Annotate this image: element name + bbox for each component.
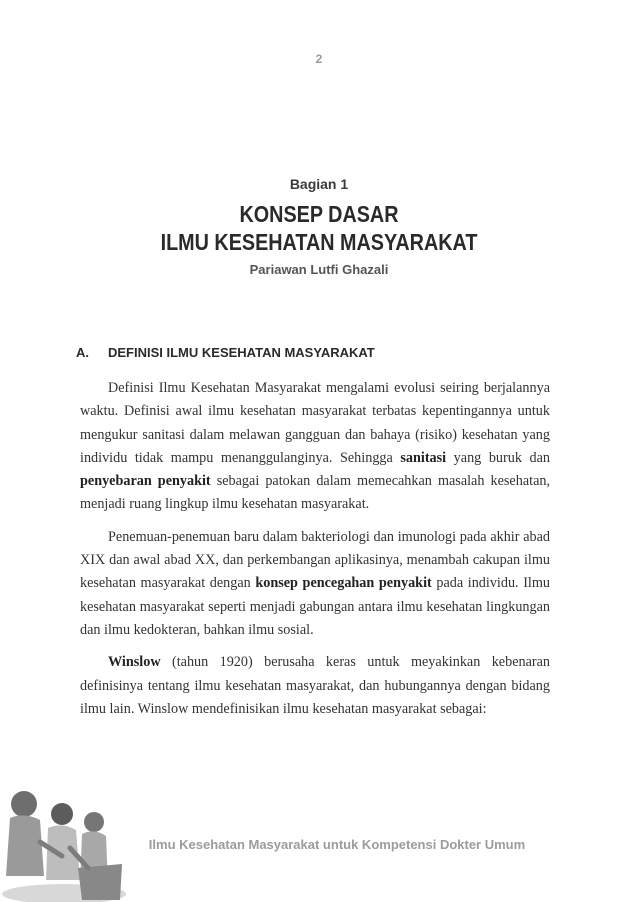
part-label: Bagian 1 <box>289 176 349 192</box>
page-number: 2 <box>315 52 323 66</box>
paragraph-2 <box>80 526 550 642</box>
bold-term: Winslow <box>108 654 161 671</box>
chapter-title-line-2: ILMU KESEHATAN MASYARAKAT <box>160 229 478 255</box>
section-letter: A. <box>76 345 89 360</box>
body-text <box>80 377 550 721</box>
text-run: (tahun 1920) berusaha keras untuk meyakinkan kebenaran definisinya tentang ilmu kesehatan masyarakat, dan hubungannya dengan bidang ilmu lain. Winslow mendefinisikan ilmu kesehatan masyarakat sebagai: <box>80 654 550 717</box>
chapter-title <box>45 200 594 256</box>
paragraph-1 <box>80 377 550 517</box>
section-title: DEFINISI ILMU KESEHATAN MASYARAKAT <box>108 345 375 360</box>
bold-term: penyebaran penyakit <box>80 473 211 490</box>
bold-term: sanitasi <box>400 449 447 466</box>
text-run: sebagai patokan dalam memecahkan masalah kesehatan, menjadi ruang lingkup ilmu kesehatan masyarakat. <box>80 473 551 513</box>
text-run: yang buruk dan <box>446 449 550 466</box>
footer-book-title: Ilmu Kesehatan Masyarakat untuk Kompetensi Dokter Umum <box>148 837 526 852</box>
text-run: Penemuan-penemuan baru dalam bakteriologi dan imunologi pada akhir abad XIX dan awal abad XX, dan perkembangan aplikasinya, menambah cakupan ilmu kesehatan masyarakat dengan <box>80 528 550 592</box>
paragraph-3 <box>80 651 550 721</box>
section-heading <box>76 345 546 360</box>
chapter-title-line-1: KONSEP DASAR <box>239 201 399 227</box>
author-name: Pariawan Lutfi Ghazali <box>249 262 389 277</box>
bold-term: konsep pencegahan penyakit <box>255 575 432 592</box>
text-run: pada individu. Ilmu kesehatan masyarakat seperti menjadi gabungan antara ilmu kesehatan lingkungan dan ilmu kedokteran, bahkan ilmu sosial. <box>80 575 550 638</box>
text-run: Definisi Ilmu Kesehatan Masyarakat mengalami evolusi seiring berjalannya waktu. Definisi awal ilmu kesehatan masyarakat terbatas kepentingannya untuk mengukur sanitasi dalam melawan gangguan dan bahaya (risiko) kesehatan yang individu tidak mampu menanggulanginya. Sehingga <box>80 380 550 466</box>
